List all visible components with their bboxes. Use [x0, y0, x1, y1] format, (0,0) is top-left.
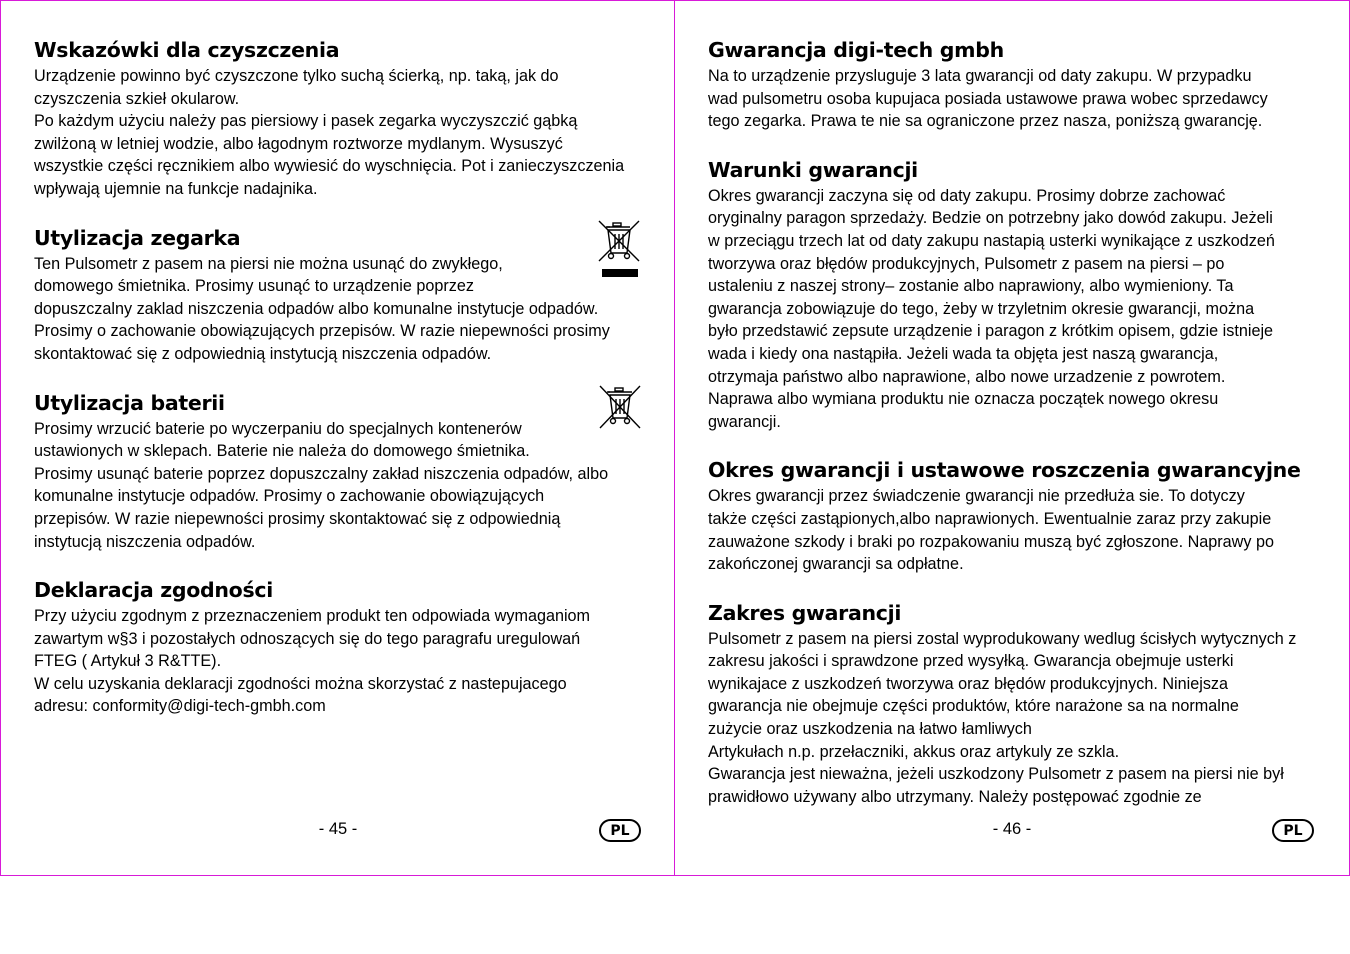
section-title: Utylizacja baterii [34, 390, 225, 415]
section-title: Zakres gwarancji [708, 600, 902, 625]
page-46 [674, 0, 1350, 876]
section-body-intro: Prosimy wrzucić baterie po wyczerpaniu do specjalnych kontenerów ustawionych w sklepach. Baterie nie należa do domowego śmietnika. [34, 419, 530, 461]
section-title: Utylizacja zegarka [34, 225, 241, 250]
section-warranty [708, 37, 1318, 133]
section-title: Gwarancja digi-tech gmbh [708, 38, 1004, 62]
right-column [708, 37, 1318, 808]
section-title: Warunki gwarancji [708, 157, 918, 182]
section-body: Na to urządzenie przysluguje 3 lata gwarancji od daty zakupu. W przypadku wad pulsometru osoba kupujaca posiada ustawowe prawa wobec sprzedawcy tego zegarka. Prawa te nie sa ograniczone przez nasza, poniższą gwarancję. [708, 67, 1268, 131]
section-body: Okres gwarancji zaczyna się od daty zakupu. Prosimy dobrze zachować oryginalny paragon sprzedaży. Bedzie on potrzebny jako dowód zakupu. Jeżeli w przeciągu trzech lat od daty zakupu nastapią usterki wynikające z uszkodzeń tworzywa oraz błędów produkcyjnych, Pulsometr z pasem na piersi – po ustaleniu z naszej strony– zostanie albo naprawiony, albo wymieniony. Ta gwarancja zobowiązuje do tego, żeby w trzyletnim okresie gwarancji, można było przedstawić zepsute urządzenie i paragon z krótkim opisem, gdzie istnieje wada i kiedy ona nastąpiła. Jeżeli wada ta objęta jest naszą gwarancja, otrzymaja państwo albo naprawione, albo nowe urzadzenie z powrotem. Naprawa albo wymiana produktu nie oznacza początek nowego okresu gwarancji. [708, 186, 1275, 431]
section-body: Pulsometr z pasem na piersi zostal wyprodukowany wedlug ścisłych wytycznych z zakresu jakości i sprawdzone przed wysyłką. Gwarancja obejmuje usterki wynikajace z uszkodzeń tworzywa oraz błędów produkcyjnych. Niniejsza gwarancja nie obejmuje części produktów, które narażone sa na normalne zużycie oraz uszkodzenia na łatwo łamliwych Artykułach n.p. przełaczniki, akkus oraz artykuly ze szkla. Gwarancja jest nieważna, jeżeli uszkodzony Pulsometr z pasem na piersi nie był prawidłowo używany albo utrzymany. Należy postępować zgodnie ze [708, 629, 1297, 806]
section-watch-disposal [34, 225, 644, 366]
section-warranty-terms [708, 157, 1318, 434]
section-body: dopuszczalny zaklad niszczenia odpadów albo komunalne instytucje odpadów. Prosimy o zachowanie obowiązujących przepisów. W razie niepewności prosimy skontaktować się z odpowiednią instytucją niszczenia odpadów. [34, 299, 610, 363]
section-title: Deklaracja zgodności [34, 578, 273, 603]
page-45 [0, 0, 675, 876]
section-cleaning [34, 37, 644, 201]
page-number: - 46 - [992, 820, 1032, 838]
page-number: - 45 - [318, 820, 358, 838]
language-badge: PL [599, 819, 641, 842]
section-conformity [34, 577, 644, 718]
section-title: Wskazówki dla czyszczenia [34, 38, 340, 62]
section-warranty-scope [708, 600, 1318, 809]
language-badge: PL [1272, 819, 1314, 842]
crossed-out-bin-icon [596, 384, 644, 432]
section-body-intro: Ten Pulsometr z pasem na piersi nie można usunąć do zwykłego, domowego śmietnika. Prosimy usunąć to urządzenie poprzez [34, 254, 503, 296]
section-body: Prosimy usunąć baterie poprzez dopuszczalny zakład niszczenia odpadów, albo komunalne instytucje odpadów. Prosimy o zachowanie obowiązujących przepisów. W razie niepewności prosimy skontaktować się z odpowiednią instytucją niszczenia odpadów. [34, 464, 609, 551]
left-column [34, 37, 644, 718]
section-title: Okres gwarancji i ustawowe roszczenia gwarancyjne [708, 458, 1301, 483]
section-warranty-period [708, 457, 1318, 575]
section-body: Przy użyciu zgodnym z przeznaczeniem produkt ten odpowiada wymaganiom zawartym w§3 i pozostałych odnoszących się do tego paragrafu uregulowań FTEG ( Artykuł 3 R&TTE). W celu uzyskania deklaracji zgodności można skorzystać z nastepujacego adresu: conformity@digi-tech-gmbh.com [34, 607, 591, 716]
section-battery-disposal [34, 390, 644, 554]
section-body: Okres gwarancji przez świadczenie gwarancji nie przedłuża sie. To dotyczy także części zastąpionych,albo naprawionych. Ewentualnie zaraz przy zakupie zauważone szkody i braki po rozpakowaniu muszą być zgłoszone. Naprawy po zakończonej gwarancji sa odpłatne. [708, 487, 1274, 574]
section-body: Urządzenie powinno być czyszczone tylko suchą ścierką, np. taką, jak do czyszczenia szkieł okularow. Po każdym użyciu należy pas piersiowy i pasek zegarka wyczyszczić gąbką zwilżoną w letniej wodzie, albo łagodnym roztworze mydlanym. Wysuszyć wszystkie części ręcznikiem albo wywiesić do wyschnięcia. Pot i zanieczyszczenia wpływają ujemnie na funkcje nadajnika. [34, 67, 625, 198]
crossed-out-bin-with-bar-icon [596, 219, 644, 281]
